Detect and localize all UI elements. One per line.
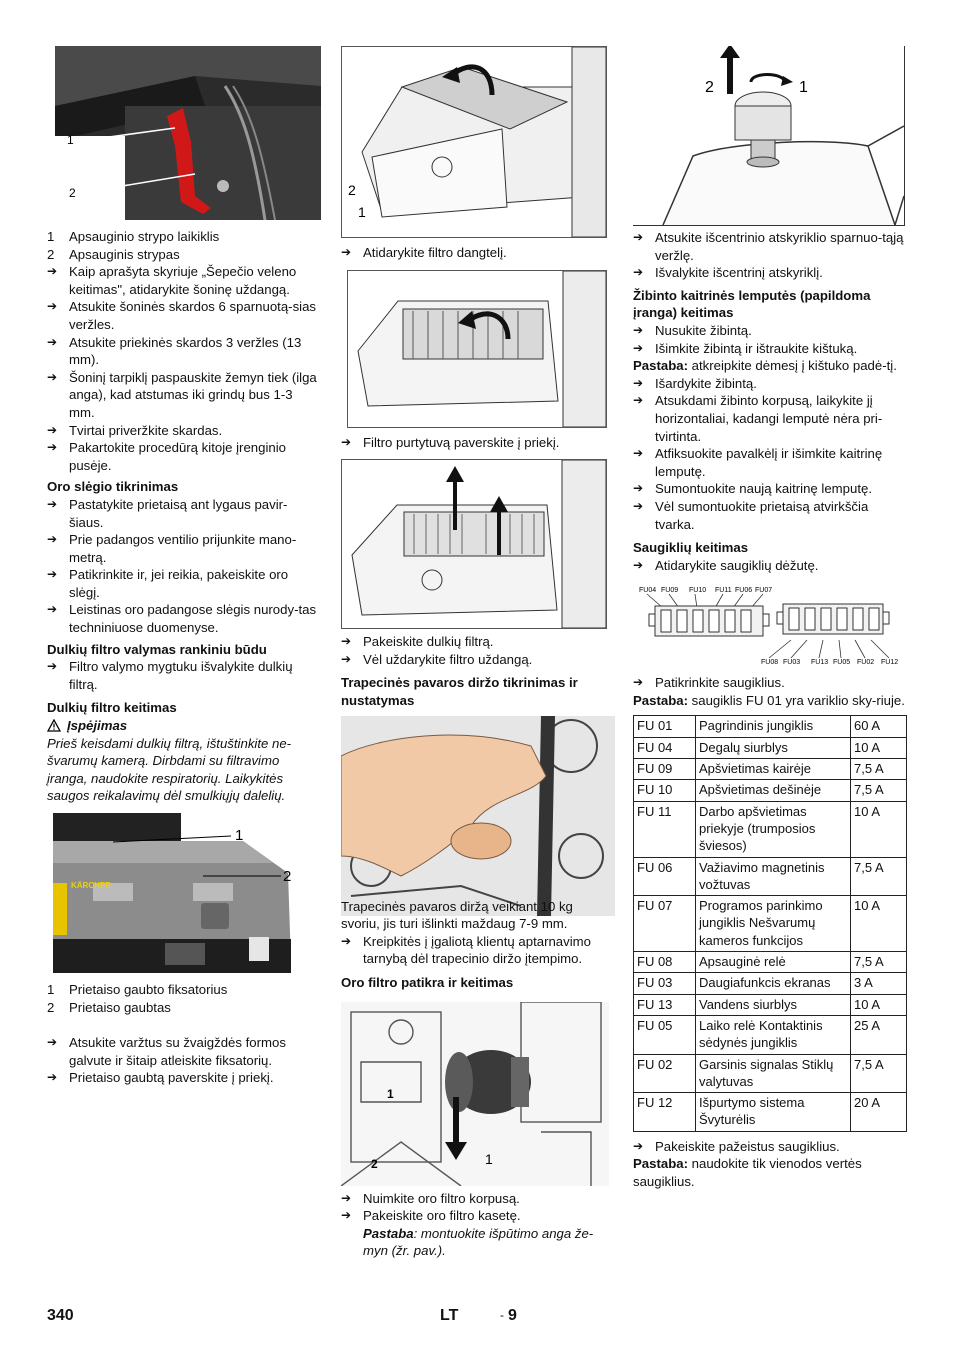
arrow-right-icon: ➔	[633, 265, 644, 280]
fuse-label-bottom: FU03	[783, 659, 801, 667]
arrow-right-icon: ➔	[633, 1138, 644, 1153]
arrow-right-icon: ➔	[633, 675, 644, 690]
legend-item: 2 Apsauginis strypas	[47, 246, 180, 262]
figure-filter-lid	[341, 46, 607, 238]
fuse-row	[634, 952, 907, 973]
fuse-id: FU 11	[634, 801, 696, 857]
fuse-id: FU 06	[634, 857, 696, 896]
brand-logo: KÄRCHER	[71, 881, 111, 890]
fuse-id: FU 12	[634, 1093, 696, 1132]
heading-fuse: Saugiklių keitimas	[633, 540, 749, 556]
column-2	[341, 46, 615, 1260]
step: ➔ Tvirtai priveržkite skardas.	[47, 422, 223, 438]
heading-air-filter: Oro filtro patikra ir keitimas	[341, 974, 514, 990]
arrow-right-icon: ➔	[341, 245, 352, 259]
fuse-label-bottom: FU05	[833, 659, 851, 667]
fuse-label-bottom: FU08	[761, 659, 779, 667]
heading-air-pressure: Oro slėgio tikrinimas	[47, 479, 179, 495]
fuse-rating: 10 A	[851, 896, 907, 952]
heading-manual-clean: Dulkių filtro valymas rankiniu būdu	[47, 641, 267, 657]
fuse-row	[634, 737, 907, 758]
fuse-rating: 3 A	[851, 973, 907, 994]
arrow-right-icon: ➔	[47, 659, 58, 674]
arrow-right-icon: ➔	[47, 1070, 58, 1085]
fuse-label-top: FU10	[689, 587, 707, 595]
figure-guard-bar	[55, 46, 321, 220]
column-3	[633, 46, 907, 1190]
callout-1: 1	[67, 133, 74, 147]
callout-1: 1	[799, 79, 808, 96]
page-number: 340	[47, 1307, 74, 1324]
step: ➔ Pakeiskite pažeistus saugiklius.	[633, 1138, 840, 1154]
section-page: 9	[508, 1307, 517, 1324]
warning-triangle-icon	[47, 719, 61, 732]
fuse-id: FU 07	[634, 896, 696, 952]
fuse-description: Išpurtymo sistema Švyturėlis	[696, 1093, 851, 1132]
step: ➔ Vėl uždarykite filtro uždangą.	[341, 651, 533, 667]
fuse-rating: 10 A	[851, 994, 907, 1015]
fuse-row	[634, 857, 907, 896]
fuse-table	[633, 715, 907, 1131]
callout-1: 1	[235, 827, 244, 844]
fuse-label-top: FU09	[661, 587, 679, 595]
fuse-description: Programos parinkimo jungiklis Nešvarumų kameros funkcijos	[696, 896, 851, 952]
fuse-description: Garsinis signalas Stiklų valytuvas	[696, 1054, 851, 1093]
figure-dust-filter	[341, 459, 607, 629]
fuse-rating: 25 A	[851, 1015, 907, 1054]
callout-2: 2	[348, 182, 356, 198]
arrow-right-icon: ➔	[47, 334, 58, 349]
step: ➔ Atsukite šoninės skardos 6 sparnuotą-sias veržles.	[47, 299, 317, 332]
figure-filter-shaker	[347, 270, 607, 428]
step: ➔ Atsukite išcentrinio atskyriklio sparnuo-tąją veržlę.	[633, 230, 904, 263]
arrow-right-icon: ➔	[47, 440, 58, 455]
step: ➔ Pakartokite procedūrą kitoje įrenginio pusėje.	[47, 440, 286, 473]
fuse-id: FU 01	[634, 716, 696, 737]
arrow-right-icon: ➔	[633, 322, 644, 337]
fuse-rating: 20 A	[851, 1093, 907, 1132]
arrow-right-icon: ➔	[47, 532, 58, 547]
fuse-label-top: FU06	[735, 587, 753, 595]
step: ➔ Nuimkite oro filtro korpusą.	[341, 1190, 520, 1206]
fuse-description: Pagrindinis jungiklis	[696, 716, 851, 737]
footer-dash: -	[500, 1308, 504, 1322]
warning-title: Įspėjimas	[47, 717, 319, 735]
note-same-value: Pastaba: naudokite tik vienodos vertės saugiklius.	[633, 1156, 862, 1189]
fuse-label-top: FU11	[715, 587, 732, 595]
step: ➔ Išardykite žibintą.	[633, 375, 757, 391]
figure-hood	[53, 813, 315, 973]
arrow-right-icon: ➔	[633, 375, 644, 390]
fuse-label-top: FU07	[755, 587, 773, 595]
fuse-row	[634, 801, 907, 857]
fuse-description: Vandens siurblys	[696, 994, 851, 1015]
fuse-id: FU 04	[634, 737, 696, 758]
step: ➔ Atidarykite saugiklių dėžutę.	[633, 557, 819, 573]
step: ➔ Leistinas oro padangose slėgis nurody-tas techniniuose duomenyse.	[47, 602, 317, 636]
note-air-filter: Pastaba: montuokite išpūtimo anga že-myn (žr. pav.).	[363, 1225, 594, 1259]
fuse-row	[634, 716, 907, 737]
step: ➔ Kreipkitės į įgaliotą klientų aptarnavimo tarnybą dėl trapecinio diržo įtempimo.	[341, 933, 591, 967]
arrow-right-icon: ➔	[47, 369, 58, 384]
step: ➔ Filtro valymo mygtuku išvalykite dulkių filtrą.	[47, 659, 293, 692]
fuse-row	[634, 994, 907, 1015]
fuse-row	[634, 780, 907, 801]
fuse-description: Laiko relė Kontaktinis sėdynės jungiklis	[696, 1015, 851, 1054]
fuse-id: FU 10	[634, 780, 696, 801]
figure-centrifugal-separator	[633, 46, 905, 226]
fuse-rating: 10 A	[851, 801, 907, 857]
fuse-label-bottom: FU02	[857, 659, 875, 667]
fuse-rating: 7,5 A	[851, 857, 907, 896]
fuse-id: FU 05	[634, 1015, 696, 1054]
fuse-description: Važiavimo magnetinis vožtuvas	[696, 857, 851, 896]
language-code: LT	[440, 1307, 459, 1324]
step: ➔ Kaip aprašyta skyriuje „Šepečio veleno keitimas", atidarykite šoninę uždangą.	[47, 264, 297, 297]
fuse-description: Degalų siurblys	[696, 737, 851, 758]
callout-1: 1	[358, 204, 366, 220]
callout-1b: 1	[485, 1150, 493, 1167]
arrow-right-icon: ➔	[341, 1208, 352, 1223]
step: ➔ Šoninį tarpiklį paspauskite žemyn tiek (ilga anga), kad atstumas iki grindų bus 1-3 mm.	[47, 369, 317, 420]
arrow-right-icon: ➔	[341, 1190, 352, 1205]
arrow-right-icon: ➔	[47, 496, 58, 511]
step: ➔ Atfiksuokite pavalkėlį ir išimkite kaitrinę lemputę.	[633, 446, 883, 479]
fuse-rating: 7,5 A	[851, 759, 907, 780]
fuse-row	[634, 1093, 907, 1132]
arrow-right-icon: ➔	[47, 422, 58, 437]
arrow-right-icon: ➔	[633, 446, 644, 461]
fuse-label-bottom: FU13	[811, 659, 829, 667]
column-1	[47, 46, 319, 1087]
step: ➔ Prietaiso gaubtą paverskite į priekį.	[47, 1070, 274, 1086]
fuse-row	[634, 1015, 907, 1054]
heading-filter-replace: Dulkių filtro keitimas	[47, 700, 177, 716]
fuse-rating: 60 A	[851, 716, 907, 737]
fuse-rating: 7,5 A	[851, 952, 907, 973]
fuse-id: FU 09	[634, 759, 696, 780]
callout-2: 2	[283, 868, 292, 885]
fuse-rating: 10 A	[851, 737, 907, 758]
heading-lamp: Žibinto kaitrinės lemputės (papildoma įranga) keitimas	[633, 287, 871, 321]
step: ➔ Nusukite žibintą.	[633, 322, 752, 338]
fuse-description: Apšvietimas kairėje	[696, 759, 851, 780]
arrow-right-icon: ➔	[633, 557, 644, 572]
note-plug: Pastaba: atkreipkite dėmesį į kištuko padė-tį.	[633, 358, 897, 374]
figure-belt-check	[341, 716, 615, 916]
fuse-label-top: FU04	[639, 587, 657, 595]
step: ➔ Pakeiskite oro filtro kasetę.	[341, 1208, 521, 1224]
fuse-row	[634, 896, 907, 952]
legend-item: 1 Apsauginio strypo laikiklis	[47, 229, 220, 244]
legend-item: 1 Prietaiso gaubto fiksatorius	[47, 982, 228, 997]
step: ➔ Atsukite varžtus su žvaigždės formos galvute ir šitaip atleiskite fiksatorių.	[47, 1035, 286, 1068]
arrow-right-icon: ➔	[47, 602, 58, 617]
fuse-description: Apsauginė relė	[696, 952, 851, 973]
legend-item: 2 Prietaiso gaubtas	[47, 999, 171, 1015]
step: ➔ Pastatykite prietaisą ant lygaus pavir-šiaus.	[47, 496, 288, 530]
fuse-id: FU 08	[634, 952, 696, 973]
step: ➔ Atsukite priekinės skardos 3 veržles (13 mm).	[47, 334, 302, 368]
fuse-description: Darbo apšvietimas priekyje (trumposios šviesos)	[696, 801, 851, 857]
step: ➔ Išvalykite išcentrinį atskyriklį.	[633, 265, 823, 281]
step: ➔ Filtro purtytuvą paverskite į priekį.	[341, 434, 560, 450]
step: ➔ Vėl sumontuokite prietaisą atvirkščia tvarka.	[633, 498, 869, 532]
figure-air-filter	[341, 1002, 609, 1186]
step: ➔ Atidarykite filtro dangtelį.	[341, 245, 507, 260]
fuse-label-bottom: FU12	[881, 659, 899, 667]
fuse-row	[634, 973, 907, 994]
fuse-description: Apšvietimas dešinėje	[696, 780, 851, 801]
arrow-right-icon: ➔	[341, 434, 352, 449]
callout-1a: 1	[387, 1086, 394, 1101]
arrow-right-icon: ➔	[47, 299, 58, 314]
arrow-right-icon: ➔	[633, 230, 644, 244]
arrow-right-icon: ➔	[341, 634, 352, 649]
arrow-right-icon: ➔	[341, 933, 352, 948]
step: ➔ Atsukdami žibinto korpusą, laikykite jį horizontaliai, kadangi lemputė nėra pri-tvirtinta.	[633, 393, 883, 444]
fuse-row	[634, 1054, 907, 1093]
arrow-right-icon: ➔	[633, 481, 644, 496]
fuse-row	[634, 759, 907, 780]
arrow-right-icon: ➔	[47, 264, 58, 279]
note-fu01: Pastaba: saugiklis FU 01 yra variklio sky-riuje.	[633, 692, 905, 708]
arrow-right-icon: ➔	[633, 393, 644, 408]
fuse-id: FU 13	[634, 994, 696, 1015]
warning-text: Prieš keisdami dulkių filtrą, ištuštinkite ne-švarumų kamerą. Dirbdami su filtravimo įranga, naudokite respiratorių. Laikykitės saugos reikalavimų dėl smulkiųjų dalelių.	[47, 735, 292, 804]
callout-2: 2	[371, 1156, 378, 1171]
arrow-right-icon: ➔	[47, 567, 58, 582]
fuse-id: FU 03	[634, 973, 696, 994]
fuse-id: FU 02	[634, 1054, 696, 1093]
step: ➔ Prie padangos ventilio prijunkite mano-metrą.	[47, 532, 297, 565]
arrow-right-icon: ➔	[341, 651, 352, 666]
belt-text: Trapecinės pavaros diržą veikiant 10 kg svoriu, jis turi išlinkti maždaug 7-9 mm.	[341, 898, 573, 932]
step: ➔ Patikrinkite saugiklius.	[633, 675, 785, 691]
arrow-right-icon: ➔	[633, 340, 644, 355]
arrow-right-icon: ➔	[47, 1035, 58, 1050]
step: ➔ Išimkite žibintą ir ištraukite kištuką.	[633, 340, 858, 356]
guard-bar-illustration	[55, 46, 321, 220]
heading-belt: Trapecinės pavaros diržo tikrinimas ir nustatymas	[341, 675, 578, 708]
step: ➔ Patikrinkite ir, jei reikia, pakeiskite oro slėgį.	[47, 567, 289, 600]
callout-2: 2	[705, 79, 714, 96]
fuse-description: Daugiafunkcis ekranas	[696, 973, 851, 994]
step: ➔ Pakeiskite dulkių filtrą.	[341, 634, 494, 650]
step: ➔ Sumontuokite naują kaitrinę lemputę.	[633, 481, 872, 497]
callout-2: 2	[69, 186, 76, 200]
arrow-right-icon: ➔	[633, 498, 644, 513]
fuse-rating: 7,5 A	[851, 1054, 907, 1093]
figure-fuse-box	[633, 578, 905, 670]
fuse-rating: 7,5 A	[851, 780, 907, 801]
